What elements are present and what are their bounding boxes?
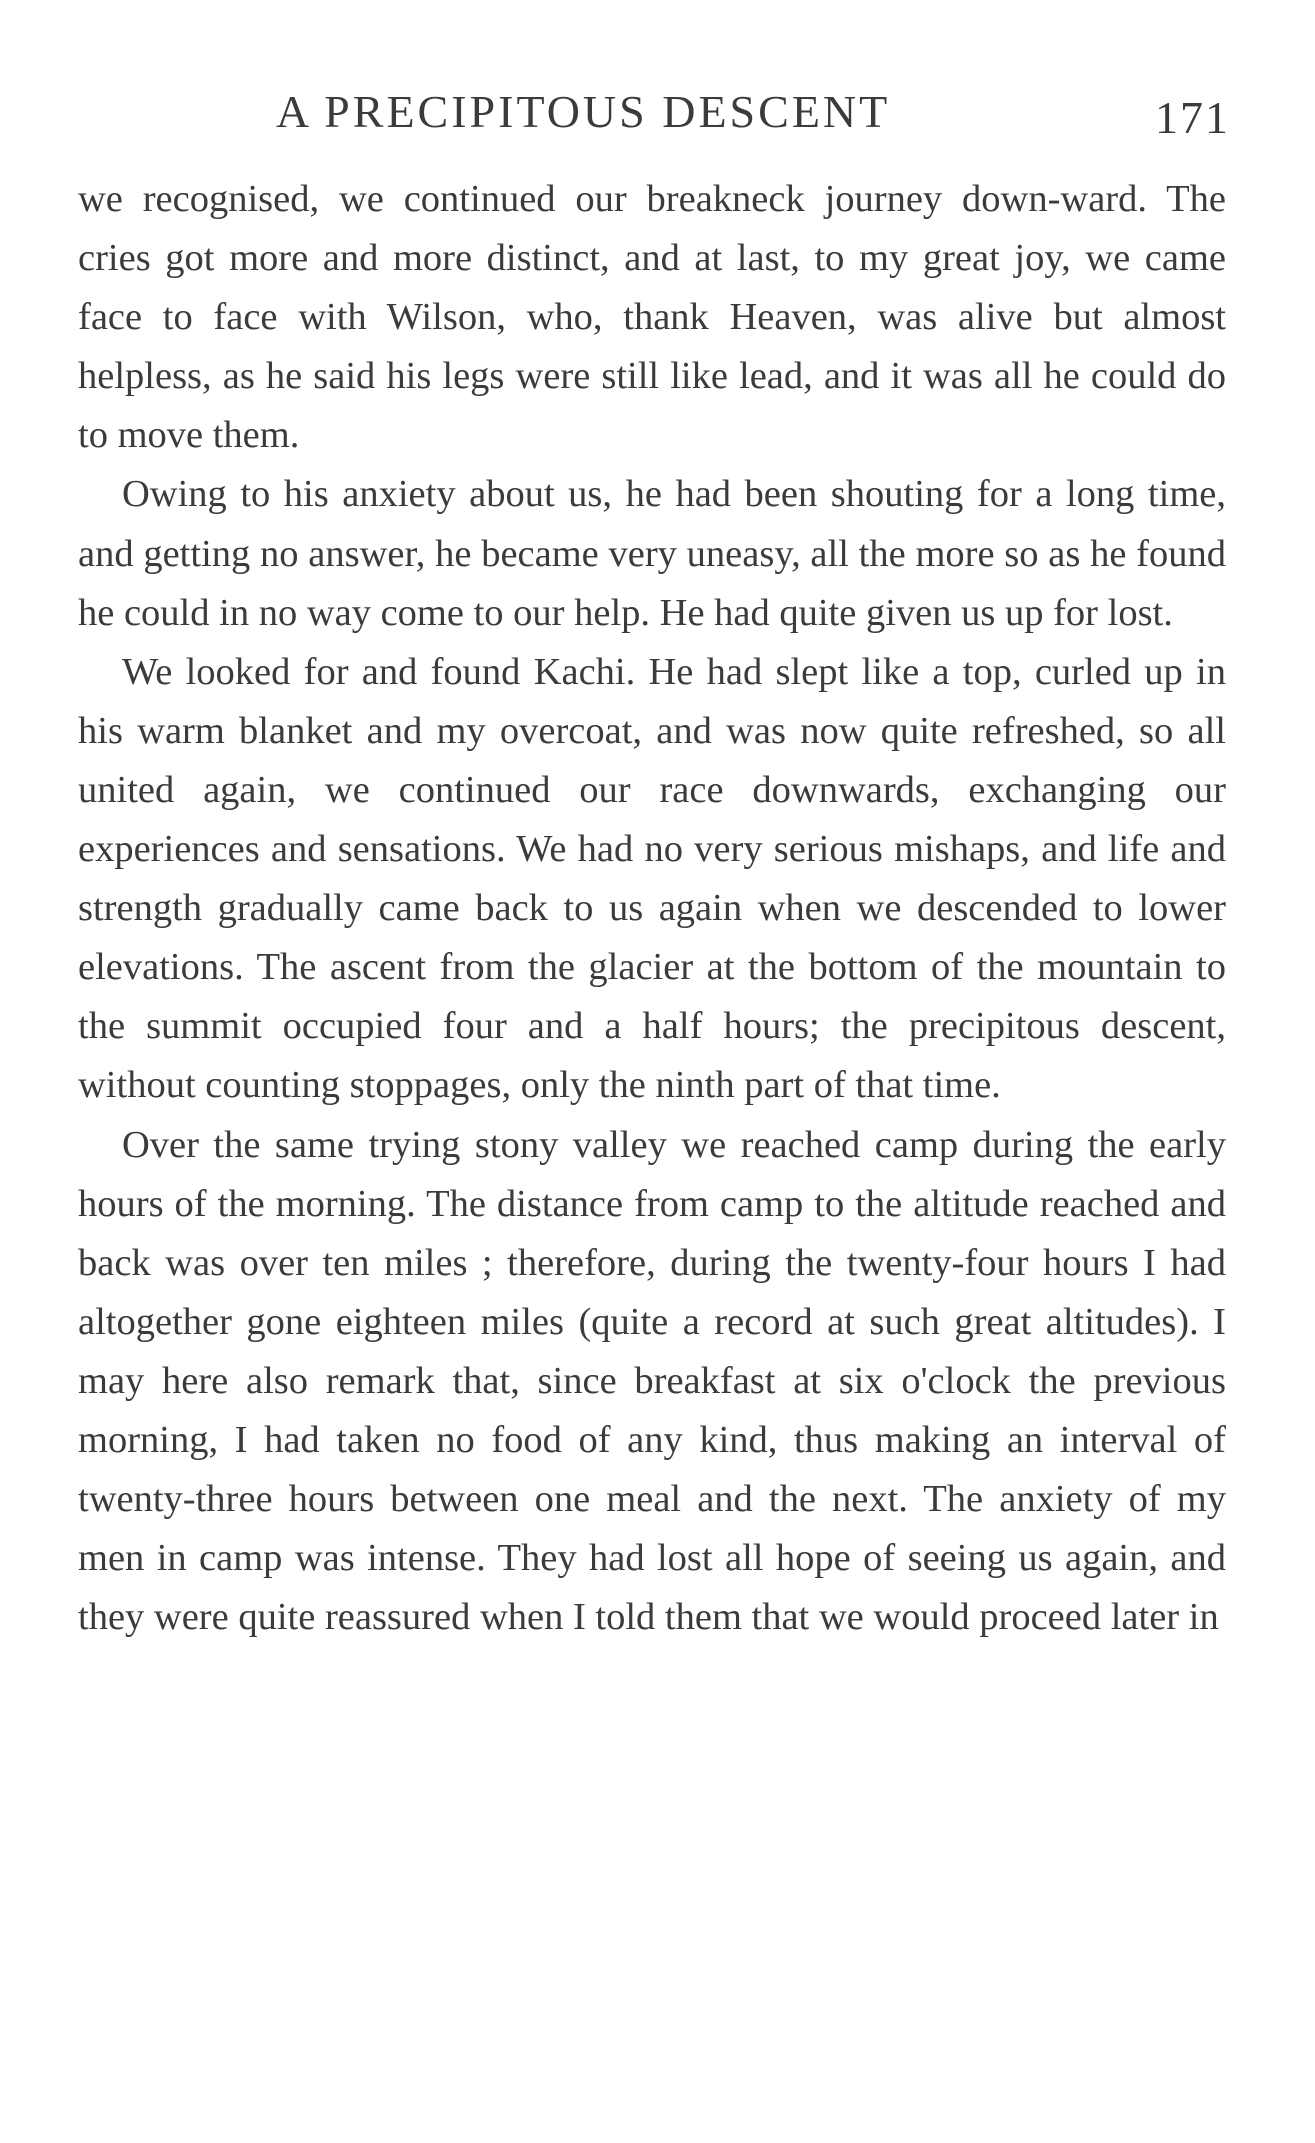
paragraph-continued: we recognised, we continued our breakneck journey down-ward. The cries got more and more distinct, and at last, to my great joy, we came face to face with Wilson, who, thank Heaven, was alive but almost helpless, as he said his legs were still like lead, and it was all he could do to move them.	[78, 178, 1226, 457]
body-text	[78, 170, 1226, 1647]
paragraph: We looked for and found Kachi. He had slept like a top, curled up in his warm blanket and my overcoat, and was now quite refreshed, so all united again, we continued our race downwards, exchanging our experiences and sensations. We had no very serious mishaps, and life and strength gradually came back to us again when we descended to lower elevations. The ascent from the glacier at the bottom of the mountain to the summit occupied four and a half hours; the precipitous descent, without counting stoppages, only the ninth part of that time.	[78, 650, 1226, 1107]
page-number: 171	[1155, 92, 1230, 143]
paragraph: Owing to his anxiety about us, he had been shouting for a long time, and getting no answer, he became very uneasy, all the more so as he found he could in no way come to our help. He had quite given us up for lost.	[78, 473, 1226, 634]
paragraph: Over the same trying stony valley we reached camp during the early hours of the morning. The distance from camp to the altitude reached and back was over ten miles ; therefore, during the twenty-four hours I had altogether gone eighteen miles (quite a record at such great altitudes). I may here also remark that, since breakfast at six o'clock the previous morning, I had taken no food of any kind, thus making an interval of twenty-three hours between one meal and the next. The anxiety of my men in camp was intense. They had lost all hope of seeing us again, and they were quite reassured when I told them that we would proceed later in	[78, 1123, 1226, 1639]
running-title: A PRECIPITOUS DESCENT	[276, 86, 891, 137]
running-head	[80, 82, 1230, 142]
